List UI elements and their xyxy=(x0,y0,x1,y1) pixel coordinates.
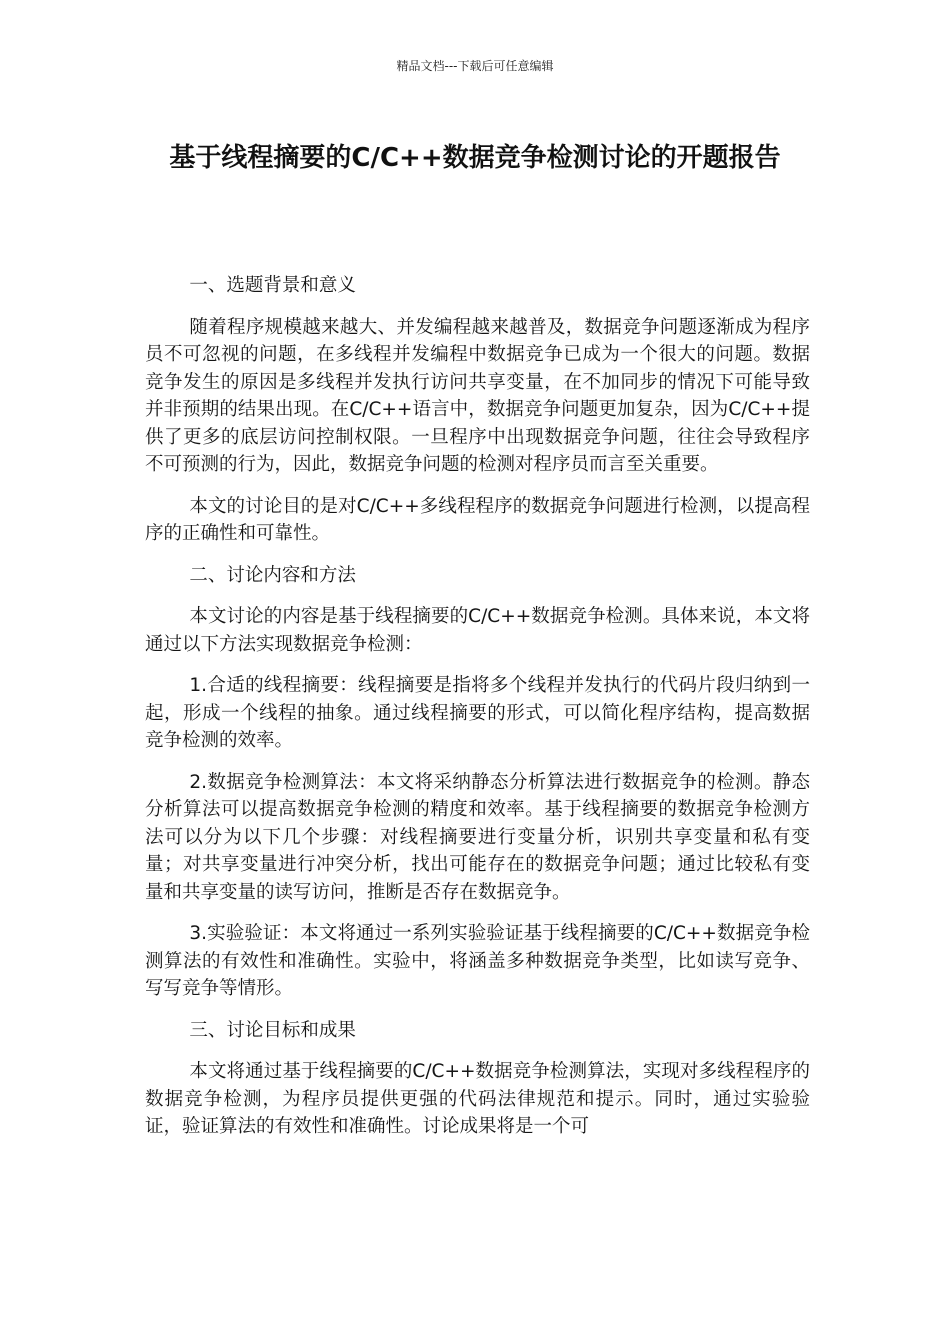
paragraph-background-2: 本文的讨论目的是对C/C++多线程程序的数据竞争问题进行检测，以提高程序的正确性和可靠性。 xyxy=(145,495,810,544)
document-body xyxy=(145,272,810,1155)
paragraph-background-1: 随着程序规模越来越大、并发编程越来越普及，数据竞争问题逐渐成为程序员不可忽视的问题，在多线程并发编程中数据竞争已成为一个很大的问题。数据竞争发生的原因是多线程并发执行访问共享变量，在不加同步的情况下可能导致并非预期的结果出现。在C/C++语言中，数据竞争问题更加复杂，因为C/C++提供了更多的底层访问控制权限。一旦程序中出现数据竞争问题，往往会导致程序不可预测的行为，因此，数据竞争问题的检测对程序员而言至关重要。 xyxy=(145,316,810,475)
header-note: 精品文档---下载后可任意编辑 xyxy=(396,59,554,73)
paragraph-content-intro: 本文讨论的内容是基于线程摘要的C/C++数据竞争检测。具体来说，本文将通过以下方法实现数据竞争检测： xyxy=(145,606,810,655)
paragraph-method-1: 1.合适的线程摘要：线程摘要是指将多个线程并发执行的代码片段归纳到一起，形成一个线程的抽象。通过线程摘要的形式，可以简化程序结构，提高数据竞争检测的效率。 xyxy=(145,675,810,751)
section-heading-goals: 三、讨论目标和成果 xyxy=(189,1019,356,1041)
paragraph-method-3: 3.实验验证：本文将通过一系列实验验证基于线程摘要的C/C++数据竞争检测算法的有效性和准确性。实验中，将涵盖多种数据竞争类型，比如读写竞争、写写竞争等情形。 xyxy=(145,923,810,999)
section-heading-content: 二、讨论内容和方法 xyxy=(189,564,356,586)
paragraph-goals: 本文将通过基于线程摘要的C/C++数据竞争检测算法，实现对多线程程序的数据竞争检测，为程序员提供更强的代码法律规范和提示。同时，通过实验验证，验证算法的有效性和准确性。讨论成果将是一个可 xyxy=(145,1061,810,1137)
document-title: 基于线程摘要的C/C++数据竞争检测讨论的开题报告 xyxy=(169,143,781,173)
section-heading-background: 一、选题背景和意义 xyxy=(189,275,356,296)
paragraph-method-2: 2.数据竞争检测算法：本文将采纳静态分析算法进行数据竞争的检测。静态分析算法可以提高数据竞争检测的精度和效率。基于线程摘要的数据竞争检测方法可以分为以下几个步骤：对线程摘要进行变量分析，识别共享变量和私有变量；对共享变量进行冲突分析，找出可能存在的数据竞争问题；通过比较私有变量和共享变量的读写访问，推断是否存在数据竞争。 xyxy=(145,771,810,903)
